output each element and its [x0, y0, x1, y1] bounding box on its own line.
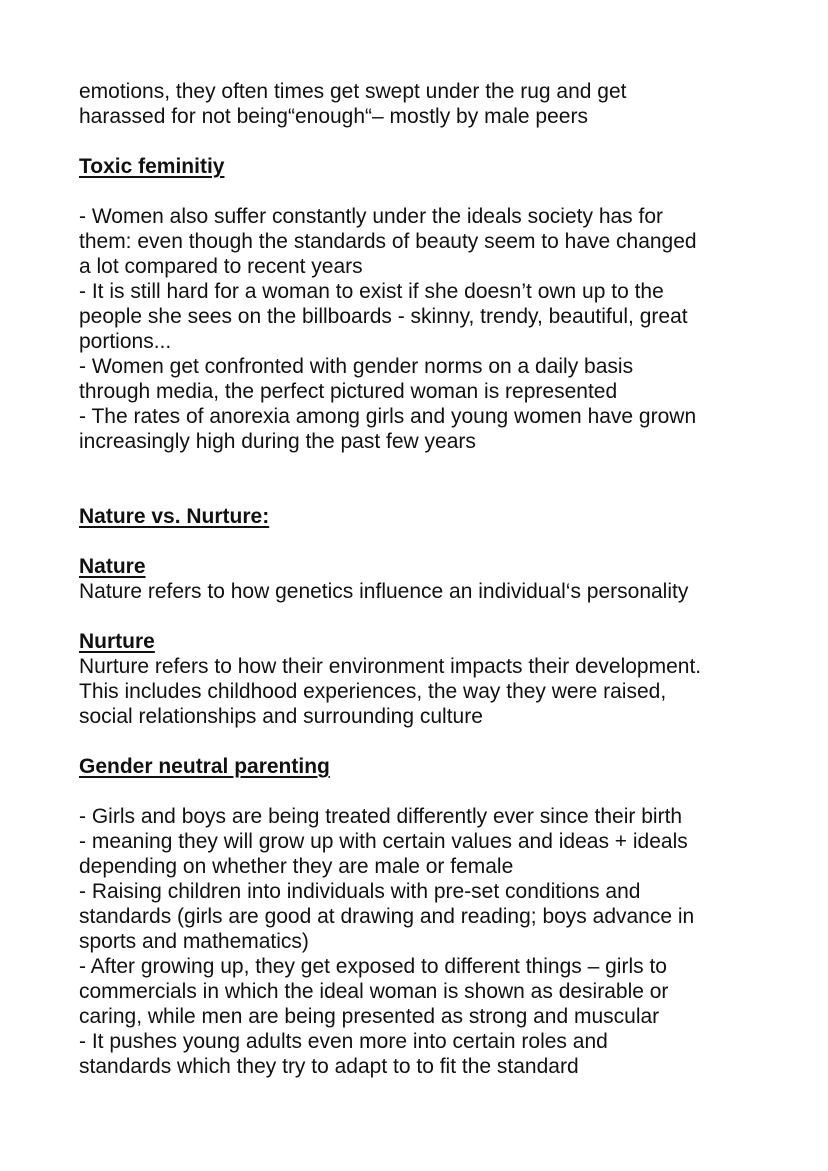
- toxic-femininity-paragraph: [79, 204, 779, 454]
- text-line: commercials in which the ideal woman is shown as desirable or: [79, 980, 669, 1003]
- text-line: - Women get confronted with gender norms on a daily basis: [79, 355, 634, 378]
- text-line: - meaning they will grow up with certain values and ideas + ideals: [79, 830, 688, 853]
- section-heading-nature-vs-nurture: Nature vs. Nurture:: [79, 505, 270, 528]
- text-line: social relationships and surrounding culture: [79, 705, 483, 728]
- text-line: standards (girls are good at drawing and reading; boys advance in: [79, 905, 695, 928]
- text-line: - It is still hard for a woman to exist if she doesn’t own up to the: [79, 280, 664, 303]
- intro-paragraph: [79, 79, 779, 129]
- text-line: standards which they try to adapt to to fit the standard: [79, 1055, 579, 1078]
- text-line: people she sees on the billboards - skinny, trendy, beautiful, great: [79, 305, 688, 328]
- text-line: - The rates of anorexia among girls and young women have grown: [79, 405, 697, 428]
- nurture-paragraph: [79, 654, 779, 729]
- text-line: caring, while men are being presented as strong and muscular: [79, 1005, 660, 1028]
- text-line: - After growing up, they get exposed to different things – girls to: [79, 955, 667, 978]
- text-line: a lot compared to recent years: [79, 255, 363, 278]
- nature-paragraph: [79, 579, 779, 604]
- text-line: Nature refers to how genetics influence an individual‘s personality: [79, 580, 689, 603]
- text-line: sports and mathematics): [79, 930, 309, 953]
- subheading-nurture: Nurture: [79, 630, 155, 653]
- text-line: Nurture refers to how their environment impacts their development.: [79, 655, 702, 678]
- text-line: - It pushes young adults even more into certain roles and: [79, 1030, 608, 1053]
- section-heading-toxic-femininity: Toxic feminitiy: [79, 155, 225, 178]
- text-line: - Girls and boys are being treated differently ever since their birth: [79, 805, 683, 828]
- text-line: - Women also suffer constantly under the ideals society has for: [79, 205, 664, 228]
- text-line: emotions, they often times get swept under the rug and get: [79, 80, 627, 103]
- text-line: depending on whether they are male or female: [79, 855, 514, 878]
- gender-neutral-parenting-paragraph: [79, 804, 779, 1079]
- text-line: through media, the perfect pictured woman is represented: [79, 380, 618, 403]
- text-line: portions...: [79, 330, 172, 353]
- subheading-nature: Nature: [79, 555, 146, 578]
- document-page: [79, 79, 779, 1079]
- text-line: increasingly high during the past few years: [79, 430, 476, 453]
- text-line: harassed for not being“enough“– mostly by male peers: [79, 105, 588, 128]
- text-line: This includes childhood experiences, the way they were raised,: [79, 680, 667, 703]
- text-line: - Raising children into individuals with pre-set conditions and: [79, 880, 641, 903]
- section-heading-gender-neutral-parenting: Gender neutral parenting: [79, 755, 330, 778]
- text-line: them: even though the standards of beauty seem to have changed: [79, 230, 697, 253]
